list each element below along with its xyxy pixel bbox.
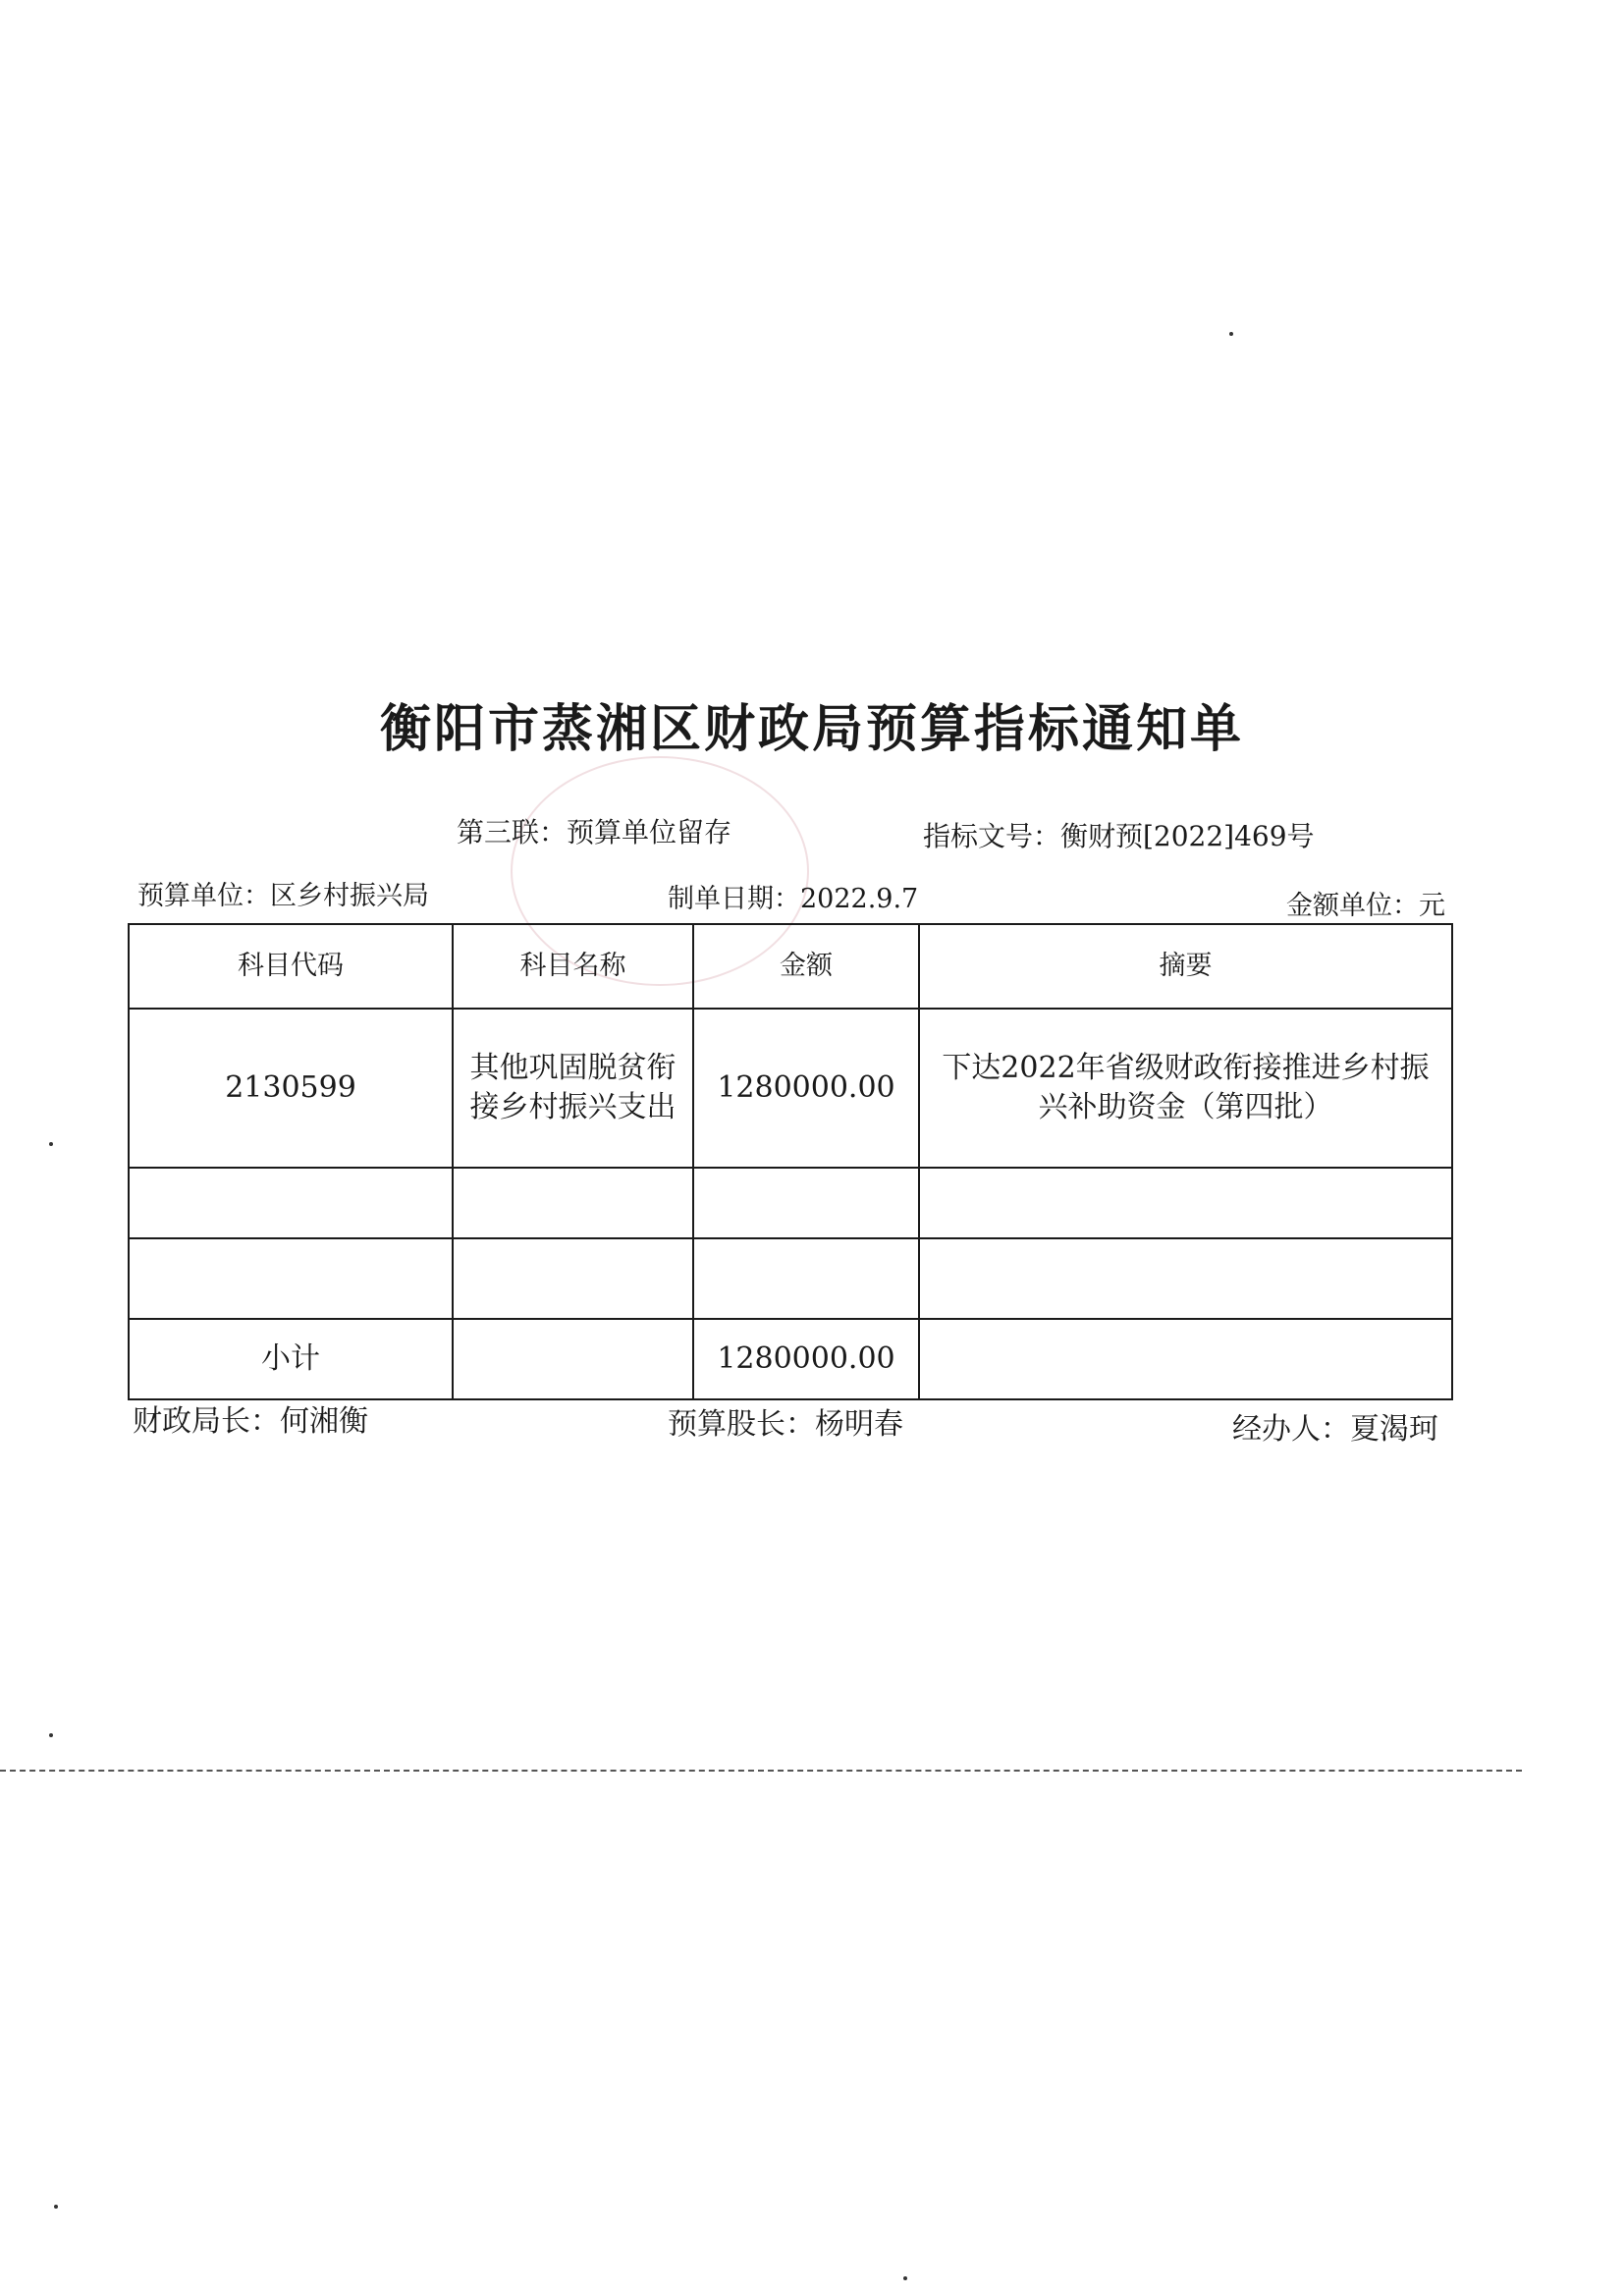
- empty-cell: [693, 1238, 919, 1319]
- scan-speck: [49, 1142, 53, 1146]
- scan-speck: [54, 2205, 58, 2209]
- empty-cell: [919, 1238, 1452, 1319]
- subtotal-amount: 1280000.00: [693, 1319, 919, 1399]
- empty-cell: [453, 1168, 693, 1238]
- scan-speck: [903, 2276, 907, 2280]
- subtotal-label: 小计: [129, 1319, 453, 1399]
- signature-handler: 经办人：夏渴珂: [1232, 1412, 1438, 1447]
- empty-cell: [919, 1319, 1452, 1399]
- issue-date: 制单日期：2022.9.7: [668, 884, 919, 914]
- cell-name: 其他巩固脱贫衔接乡村振兴支出: [453, 1009, 693, 1168]
- cell-code: 2130599: [129, 1009, 453, 1168]
- table-header-row: [129, 924, 1452, 1009]
- table-row: [129, 1009, 1452, 1168]
- header-summary: 摘要: [919, 924, 1452, 1009]
- empty-cell: [453, 1319, 693, 1399]
- cell-amount: 1280000.00: [693, 1009, 919, 1168]
- empty-row: [129, 1168, 1452, 1238]
- signature-budget-section-chief: 预算股长：杨明春: [668, 1407, 903, 1442]
- header-name: 科目名称: [453, 924, 693, 1009]
- budget-unit: 预算单位：区乡村振兴局: [137, 881, 429, 911]
- subtotal-row: [129, 1319, 1452, 1399]
- empty-cell: [129, 1168, 453, 1238]
- empty-cell: [919, 1168, 1452, 1238]
- empty-row: [129, 1238, 1452, 1319]
- header-code: 科目代码: [129, 924, 453, 1009]
- scan-artifact-line: [0, 1770, 1522, 1772]
- document-title: 衡阳市蒸湘区财政局预算指标通知单: [379, 700, 1244, 759]
- empty-cell: [129, 1238, 453, 1319]
- budget-table: [128, 923, 1453, 1400]
- scan-speck: [1229, 332, 1233, 336]
- scan-speck: [49, 1733, 53, 1737]
- signature-finance-director: 财政局长：何湘衡: [133, 1404, 368, 1439]
- amount-unit: 金额单位：元: [1286, 891, 1445, 921]
- empty-cell: [693, 1168, 919, 1238]
- document-number: 指标文号：衡财预[2022]469号: [923, 820, 1315, 852]
- empty-cell: [453, 1238, 693, 1319]
- cell-summary: 下达2022年省级财政衔接推进乡村振兴补助资金（第四批）: [919, 1009, 1452, 1168]
- header-amount: 金额: [693, 924, 919, 1009]
- copy-label: 第三联：预算单位留存: [457, 816, 732, 848]
